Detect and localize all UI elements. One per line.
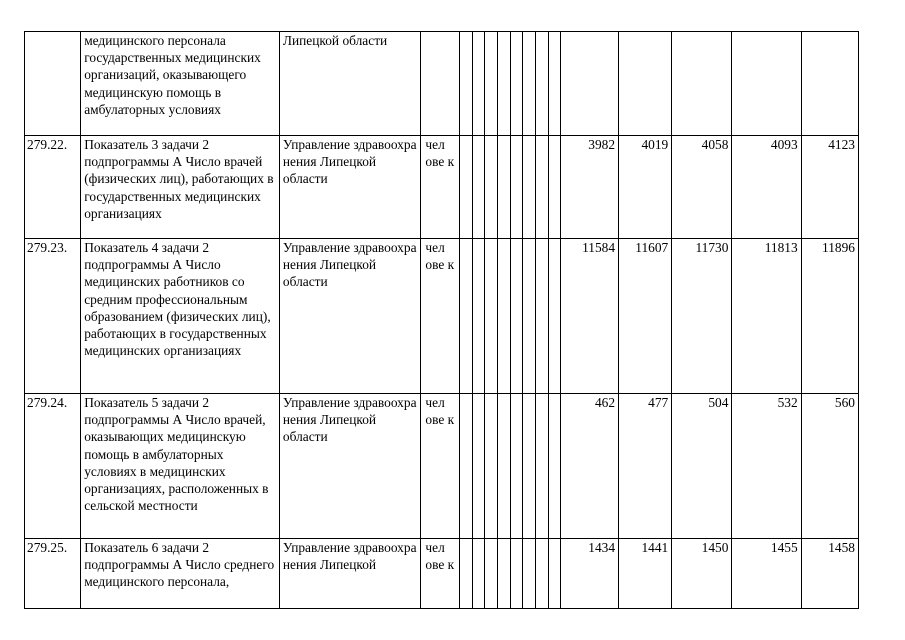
unit: чел ове к [421, 539, 459, 609]
indicator-name: медицинского персонала государственных медицинских организаций, оказывающего медицинскую помощь в амбулаторных условиях [81, 32, 280, 136]
value-cell: 11896 [801, 239, 858, 394]
row-index: 279.22. [25, 136, 81, 239]
value-cell [560, 32, 618, 136]
unit: чел ове к [421, 394, 459, 539]
value-cell: 1455 [732, 539, 801, 609]
indicator-name: Показатель 4 задачи 2 подпрограммы А Число медицинских работников со средним профессиональным образованием (физических лиц), работающих в государственных медицинских организациях [81, 239, 280, 394]
indicators-table [24, 31, 859, 609]
empty-cell [535, 32, 548, 136]
indicator-name: Показатель 3 задачи 2 подпрограммы А Число врачей (физических лиц), работающих в государственных медицинских организациях [81, 136, 280, 239]
empty-cell [472, 394, 484, 539]
value-cell: 532 [732, 394, 801, 539]
value-cell: 477 [619, 394, 672, 539]
empty-cell [459, 136, 472, 239]
value-cell: 4093 [732, 136, 801, 239]
executor: Управление здравоохра нения Липецкой области [279, 394, 421, 539]
empty-cell [522, 239, 535, 394]
empty-cell [484, 136, 497, 239]
empty-cell [497, 394, 510, 539]
empty-cell [510, 239, 522, 394]
row-index [25, 32, 81, 136]
empty-cell [472, 32, 484, 136]
empty-cell [484, 539, 497, 609]
table-row [25, 239, 859, 394]
empty-cell [459, 32, 472, 136]
empty-cell [522, 394, 535, 539]
value-cell: 1441 [619, 539, 672, 609]
table-row [25, 136, 859, 239]
row-index: 279.24. [25, 394, 81, 539]
value-cell: 11584 [560, 239, 618, 394]
value-cell: 504 [672, 394, 732, 539]
empty-cell [522, 136, 535, 239]
empty-cell [497, 539, 510, 609]
indicator-name: Показатель 5 задачи 2 подпрограммы А Число врачей, оказывающих медицинскую помощь в амбулаторных условиях в медицинских организациях, расположенных в сельской местности [81, 394, 280, 539]
unit: чел ове к [421, 136, 459, 239]
value-cell: 11730 [672, 239, 732, 394]
value-cell: 1458 [801, 539, 858, 609]
empty-cell [548, 394, 560, 539]
table-row [25, 539, 859, 609]
empty-cell [535, 394, 548, 539]
unit [421, 32, 459, 136]
value-cell: 11813 [732, 239, 801, 394]
value-cell: 4019 [619, 136, 672, 239]
empty-cell [510, 136, 522, 239]
empty-cell [548, 239, 560, 394]
value-cell: 1450 [672, 539, 732, 609]
value-cell: 11607 [619, 239, 672, 394]
indicator-name: Показатель 6 задачи 2 подпрограммы А Число среднего медицинского персонала, [81, 539, 280, 609]
row-index: 279.25. [25, 539, 81, 609]
empty-cell [535, 136, 548, 239]
empty-cell [535, 539, 548, 609]
empty-cell [459, 239, 472, 394]
empty-cell [510, 32, 522, 136]
empty-cell [497, 239, 510, 394]
executor: Липецкой области [279, 32, 421, 136]
value-cell [672, 32, 732, 136]
empty-cell [497, 32, 510, 136]
value-cell: 462 [560, 394, 618, 539]
empty-cell [548, 136, 560, 239]
value-cell: 3982 [560, 136, 618, 239]
executor: Управление здравоохра нения Липецкой [279, 539, 421, 609]
table-row [25, 394, 859, 539]
empty-cell [548, 539, 560, 609]
value-cell: 4058 [672, 136, 732, 239]
value-cell: 4123 [801, 136, 858, 239]
empty-cell [472, 539, 484, 609]
value-cell [801, 32, 858, 136]
empty-cell [535, 239, 548, 394]
empty-cell [510, 394, 522, 539]
empty-cell [484, 394, 497, 539]
empty-cell [472, 239, 484, 394]
empty-cell [522, 539, 535, 609]
empty-cell [484, 239, 497, 394]
value-cell: 1434 [560, 539, 618, 609]
unit: чел ове к [421, 239, 459, 394]
executor: Управление здравоохра нения Липецкой области [279, 136, 421, 239]
empty-cell [459, 394, 472, 539]
empty-cell [522, 32, 535, 136]
value-cell [732, 32, 801, 136]
value-cell [619, 32, 672, 136]
executor: Управление здравоохра нения Липецкой области [279, 239, 421, 394]
empty-cell [459, 539, 472, 609]
table-row [25, 32, 859, 136]
empty-cell [548, 32, 560, 136]
row-index: 279.23. [25, 239, 81, 394]
empty-cell [497, 136, 510, 239]
empty-cell [472, 136, 484, 239]
value-cell: 560 [801, 394, 858, 539]
empty-cell [484, 32, 497, 136]
empty-cell [510, 539, 522, 609]
